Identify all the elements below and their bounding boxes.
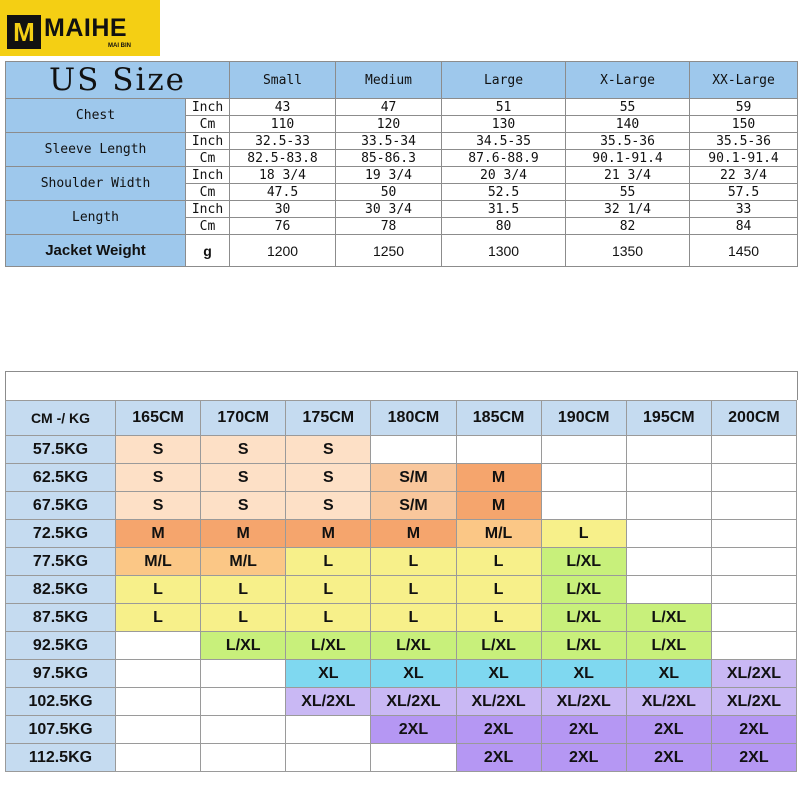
unit-label: Cm — [186, 150, 230, 167]
size-cell: S — [116, 436, 201, 464]
measurement-value: 47 — [336, 99, 442, 116]
size-cell: M — [286, 520, 371, 548]
size-cell: L — [456, 576, 541, 604]
size-cell — [116, 744, 201, 772]
unit-label: Inch — [186, 201, 230, 218]
size-cell: L/XL — [201, 632, 286, 660]
weight-header: 82.5KG — [6, 576, 116, 604]
weight-header: 77.5KG — [6, 548, 116, 576]
size-cell — [116, 632, 201, 660]
size-cell — [626, 464, 711, 492]
jacket-weight-label: Jacket Weight — [6, 235, 186, 267]
measurement-value: 21 3/4 — [566, 167, 690, 184]
weight-row — [6, 660, 797, 688]
size-cell — [116, 716, 201, 744]
size-cell — [711, 632, 796, 660]
size-cell: M — [456, 464, 541, 492]
size-cell — [201, 688, 286, 716]
measurement-value: 31.5 — [442, 201, 566, 218]
size-cell: XL/2XL — [371, 688, 456, 716]
size-cell: L — [201, 576, 286, 604]
size-cell: M/L — [456, 520, 541, 548]
measurement-value: 82 — [566, 218, 690, 235]
measurement-value: 32.5-33 — [230, 133, 336, 150]
measurement-value: 18 3/4 — [230, 167, 336, 184]
size-cell: L/XL — [456, 632, 541, 660]
size-cell — [711, 492, 796, 520]
measurement-value: 80 — [442, 218, 566, 235]
size-header: Medium — [336, 62, 442, 99]
size-header: Large — [442, 62, 566, 99]
size-cell — [626, 436, 711, 464]
size-cell: L/XL — [371, 632, 456, 660]
weight-header: 107.5KG — [6, 716, 116, 744]
size-cell — [371, 744, 456, 772]
size-cell: 2XL — [711, 744, 796, 772]
size-cell — [626, 576, 711, 604]
size-cell: S/M — [371, 492, 456, 520]
size-header: Small — [230, 62, 336, 99]
size-cell — [626, 548, 711, 576]
measurement-value: 33 — [690, 201, 798, 218]
measurement-value: 87.6-88.9 — [442, 150, 566, 167]
measurement-value: 130 — [442, 116, 566, 133]
size-cell: L/XL — [541, 632, 626, 660]
size-cell: XL/2XL — [711, 688, 796, 716]
size-recommendation-table — [5, 400, 797, 772]
size-cell: 2XL — [456, 744, 541, 772]
size-cell — [541, 436, 626, 464]
weight-row — [6, 492, 797, 520]
weight-row — [6, 464, 797, 492]
size-cell: S — [286, 492, 371, 520]
measurement-row — [6, 99, 798, 116]
measurement-value: 120 — [336, 116, 442, 133]
weight-header: 92.5KG — [6, 632, 116, 660]
measurement-value: 35.5-36 — [690, 133, 798, 150]
size-cell — [201, 660, 286, 688]
size-cell: XL/2XL — [286, 688, 371, 716]
size-cell — [711, 520, 796, 548]
size-cell: S — [286, 436, 371, 464]
measurement-label: Shoulder Width — [6, 167, 186, 201]
size-cell — [116, 688, 201, 716]
weight-row — [6, 436, 797, 464]
height-header: 180CM — [371, 401, 456, 436]
height-header: 190CM — [541, 401, 626, 436]
size-cell — [286, 744, 371, 772]
measurement-value: 32 1/4 — [566, 201, 690, 218]
size-cell: XL — [371, 660, 456, 688]
size-cell: XL/2XL — [456, 688, 541, 716]
size-header: XX-Large — [690, 62, 798, 99]
size-cell: L — [201, 604, 286, 632]
size-cell: L — [286, 604, 371, 632]
measurement-value: 84 — [690, 218, 798, 235]
measurement-value: 90.1-91.4 — [566, 150, 690, 167]
size-cell: L — [456, 604, 541, 632]
measurement-value: 78 — [336, 218, 442, 235]
size-cell: S — [116, 492, 201, 520]
jacket-weight-value: 1450 — [690, 235, 798, 267]
size-cell — [456, 436, 541, 464]
weight-header: 57.5KG — [6, 436, 116, 464]
jacket-weight-unit: g — [186, 235, 230, 267]
size-cell: XL/2XL — [626, 688, 711, 716]
size-cell — [711, 548, 796, 576]
us-size-title: US Size — [6, 62, 230, 99]
size-cell: L — [371, 548, 456, 576]
weight-header: 67.5KG — [6, 492, 116, 520]
size-chart-frame — [5, 371, 798, 400]
weight-header: 102.5KG — [6, 688, 116, 716]
size-cell: 2XL — [711, 716, 796, 744]
size-cell — [626, 492, 711, 520]
measurement-value: 82.5-83.8 — [230, 150, 336, 167]
unit-label: Inch — [186, 167, 230, 184]
measurement-value: 110 — [230, 116, 336, 133]
measurement-label: Chest — [6, 99, 186, 133]
height-header: 165CM — [116, 401, 201, 436]
measurement-value: 33.5-34 — [336, 133, 442, 150]
size-cell — [541, 464, 626, 492]
measurement-value: 43 — [230, 99, 336, 116]
unit-label: Cm — [186, 116, 230, 133]
size-cell: L — [286, 576, 371, 604]
size-cell: XL/2XL — [711, 660, 796, 688]
height-header: 170CM — [201, 401, 286, 436]
size-cell: L — [456, 548, 541, 576]
unit-label: Cm — [186, 218, 230, 235]
size-cell: L/XL — [541, 576, 626, 604]
size-cell: M/L — [116, 548, 201, 576]
measurement-value: 22 3/4 — [690, 167, 798, 184]
weight-row — [6, 548, 797, 576]
weight-header: 87.5KG — [6, 604, 116, 632]
measurement-value: 47.5 — [230, 184, 336, 201]
size-cell: XL — [456, 660, 541, 688]
size-cell: L/XL — [541, 604, 626, 632]
size-cell: L/XL — [541, 548, 626, 576]
weight-row — [6, 716, 797, 744]
measurement-label: Length — [6, 201, 186, 235]
weight-header: 72.5KG — [6, 520, 116, 548]
size-cell: 2XL — [456, 716, 541, 744]
measurement-value: 30 3/4 — [336, 201, 442, 218]
size-cell: L — [116, 604, 201, 632]
size-cell: XL/2XL — [541, 688, 626, 716]
brand-name: MAIHE — [44, 14, 128, 42]
us-size-table — [5, 61, 798, 267]
measurement-value: 35.5-36 — [566, 133, 690, 150]
size-cell: XL — [286, 660, 371, 688]
measurement-value: 76 — [230, 218, 336, 235]
size-cell: S/M — [371, 464, 456, 492]
size-header: X-Large — [566, 62, 690, 99]
size-cell — [711, 604, 796, 632]
jacket-weight-value: 1250 — [336, 235, 442, 267]
corner-label: CM -/ KG — [6, 401, 116, 436]
us-header-row — [6, 62, 798, 99]
size-cell: M — [456, 492, 541, 520]
size-cell: M/L — [201, 548, 286, 576]
size-cell — [201, 716, 286, 744]
size-cell: L/XL — [626, 632, 711, 660]
height-header: 185CM — [456, 401, 541, 436]
jacket-weight-value: 1200 — [230, 235, 336, 267]
size-cell — [711, 464, 796, 492]
size-cell: M — [116, 520, 201, 548]
measurement-row — [6, 167, 798, 184]
size-cell: M — [371, 520, 456, 548]
measurement-value: 19 3/4 — [336, 167, 442, 184]
measurement-value: 59 — [690, 99, 798, 116]
size-cell: S — [201, 464, 286, 492]
size-cell — [541, 492, 626, 520]
size-cell — [286, 716, 371, 744]
weight-row — [6, 604, 797, 632]
size-cell: XL — [541, 660, 626, 688]
jacket-weight-row — [6, 235, 798, 267]
measurement-value: 52.5 — [442, 184, 566, 201]
brand-mark — [7, 15, 41, 49]
size-cell: 2XL — [626, 744, 711, 772]
weight-row — [6, 688, 797, 716]
size-cell: L/XL — [286, 632, 371, 660]
size-cell: S — [286, 464, 371, 492]
size-cell: XL — [626, 660, 711, 688]
size-cell: S — [116, 464, 201, 492]
measurement-value: 55 — [566, 99, 690, 116]
size-cell — [711, 436, 796, 464]
height-header: 200CM — [711, 401, 796, 436]
weight-header: 97.5KG — [6, 660, 116, 688]
size-cell: L — [116, 576, 201, 604]
brand-subtitle: MAI BIN — [108, 43, 131, 49]
measurement-row — [6, 133, 798, 150]
unit-label: Inch — [186, 133, 230, 150]
size-cell: L — [286, 548, 371, 576]
jacket-weight-value: 1300 — [442, 235, 566, 267]
size-cell — [371, 436, 456, 464]
weight-row — [6, 520, 797, 548]
size-cell: L/XL — [626, 604, 711, 632]
size-cell — [116, 660, 201, 688]
size-cell: 2XL — [371, 716, 456, 744]
measurement-value: 90.1-91.4 — [690, 150, 798, 167]
weight-header: 62.5KG — [6, 464, 116, 492]
height-header-row — [6, 401, 797, 436]
size-cell: M — [201, 520, 286, 548]
measurement-row — [6, 201, 798, 218]
size-cell — [711, 576, 796, 604]
measurement-value: 55 — [566, 184, 690, 201]
size-cell: 2XL — [541, 716, 626, 744]
size-cell — [626, 520, 711, 548]
measurement-value: 150 — [690, 116, 798, 133]
height-header: 175CM — [286, 401, 371, 436]
weight-row — [6, 576, 797, 604]
weight-row — [6, 632, 797, 660]
weight-header: 112.5KG — [6, 744, 116, 772]
size-cell: S — [201, 436, 286, 464]
measurement-label: Sleeve Length — [6, 133, 186, 167]
size-cell: L — [541, 520, 626, 548]
measurement-value: 50 — [336, 184, 442, 201]
jacket-weight-value: 1350 — [566, 235, 690, 267]
size-cell: L — [371, 576, 456, 604]
measurement-value: 51 — [442, 99, 566, 116]
size-cell: 2XL — [541, 744, 626, 772]
height-header: 195CM — [626, 401, 711, 436]
brand-logo — [0, 0, 160, 56]
unit-label: Cm — [186, 184, 230, 201]
size-cell: 2XL — [626, 716, 711, 744]
weight-row — [6, 744, 797, 772]
measurement-value: 85-86.3 — [336, 150, 442, 167]
measurement-value: 57.5 — [690, 184, 798, 201]
unit-label: Inch — [186, 99, 230, 116]
size-cell: S — [201, 492, 286, 520]
measurement-value: 20 3/4 — [442, 167, 566, 184]
brand-mark-letter: M — [13, 17, 35, 47]
size-cell: L — [371, 604, 456, 632]
measurement-value: 140 — [566, 116, 690, 133]
measurement-value: 34.5-35 — [442, 133, 566, 150]
measurement-value: 30 — [230, 201, 336, 218]
size-cell — [201, 744, 286, 772]
